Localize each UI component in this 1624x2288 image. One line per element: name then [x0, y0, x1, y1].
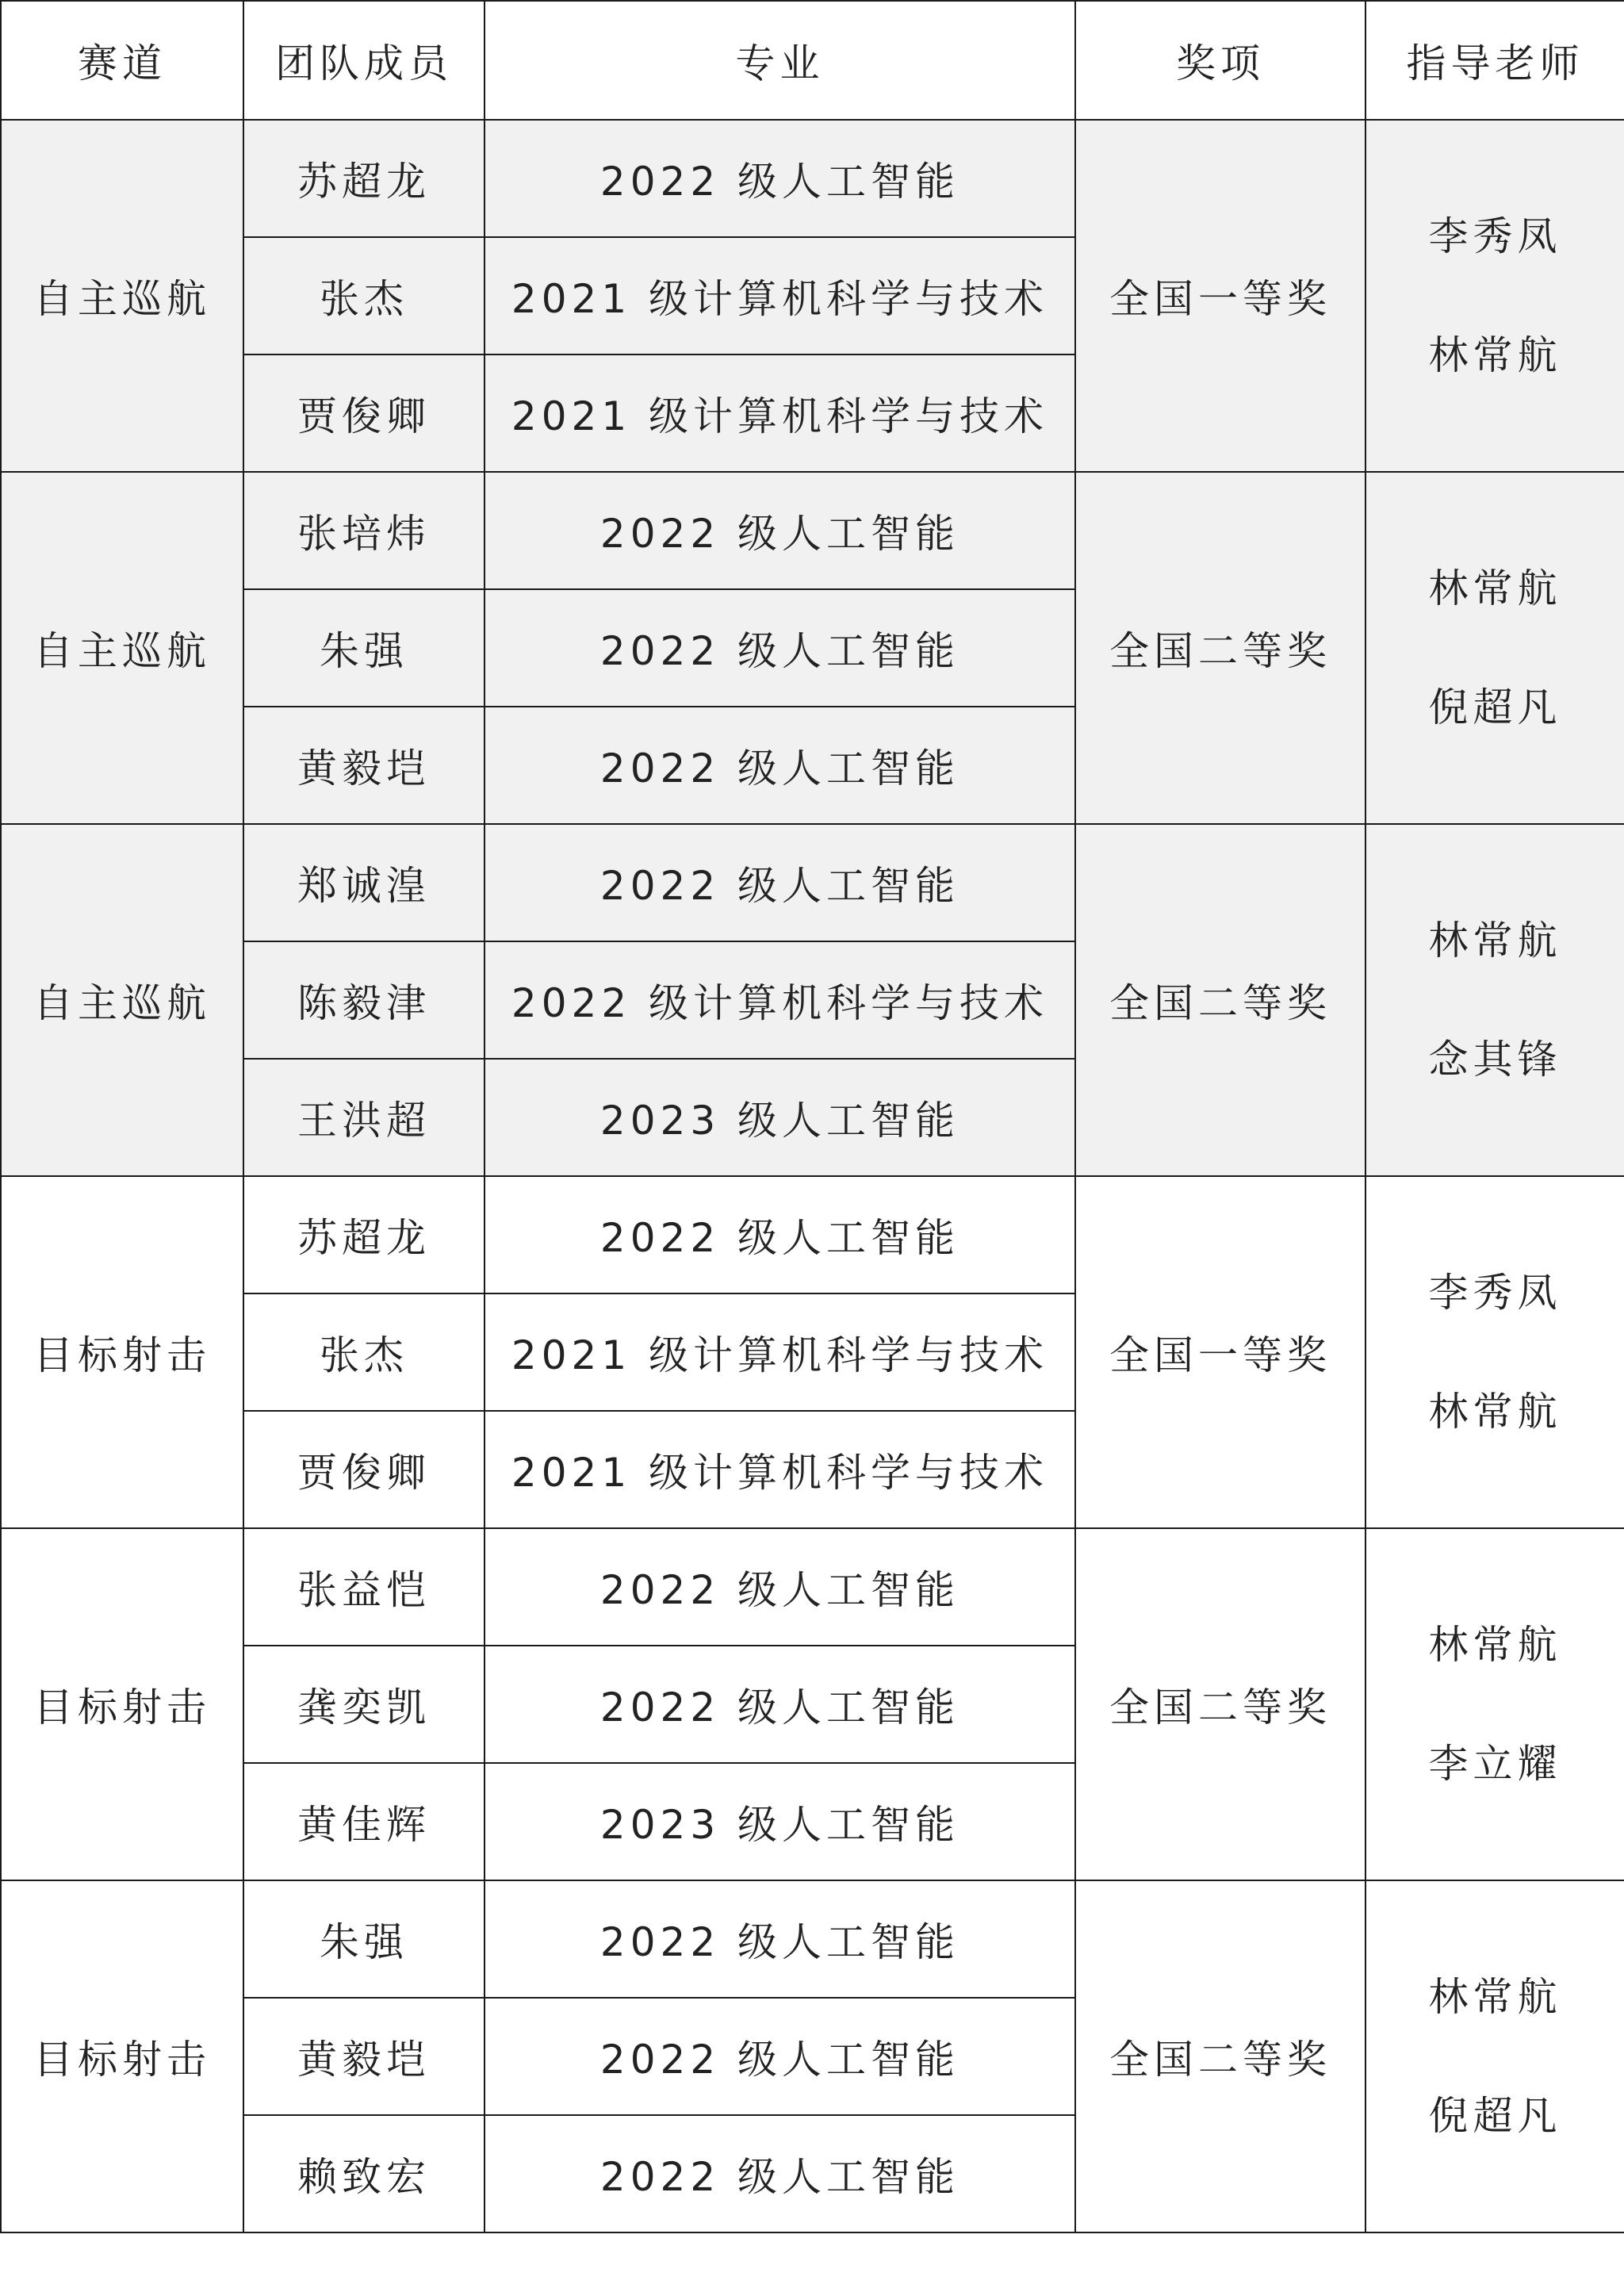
table-row: [1, 1176, 1624, 1293]
track-cell: 自主巡航: [1, 472, 243, 824]
track-cell: 目标射击: [1, 1176, 243, 1528]
member-name: 张杰: [243, 1293, 485, 1411]
header-major: 专业: [485, 1, 1075, 120]
member-major: 2021 级计算机科学与技术: [485, 355, 1075, 472]
award-cell: 全国二等奖: [1075, 824, 1365, 1176]
advisor-name: 李秀凤: [1428, 213, 1562, 259]
member-name: 苏超龙: [243, 1176, 485, 1293]
member-name: 黄佳辉: [243, 1763, 485, 1880]
member-name: 苏超龙: [243, 120, 485, 237]
advisor-name: 林常航: [1428, 565, 1562, 611]
advisor-name: 李立耀: [1428, 1741, 1562, 1787]
advisor-name: 林常航: [1428, 1974, 1562, 2020]
advisor-name: 林常航: [1428, 1622, 1562, 1668]
advisors-cell: [1365, 120, 1624, 472]
member-major: 2022 级人工智能: [485, 1646, 1075, 1763]
header-members: 团队成员: [243, 1, 485, 120]
member-name: 朱强: [243, 1880, 485, 1998]
member-major: 2021 级计算机科学与技术: [485, 1293, 1075, 1411]
award-cell: 全国二等奖: [1075, 472, 1365, 824]
team-group: [1, 1528, 1624, 1880]
advisor-name: 林常航: [1428, 332, 1562, 378]
member-major: 2022 级人工智能: [485, 1880, 1075, 1998]
advisor-name: 念其锋: [1428, 1037, 1562, 1083]
advisors-cell: [1365, 1880, 1624, 2232]
table-row: [1, 1880, 1624, 1998]
advisors-cell: [1365, 472, 1624, 824]
member-major: 2021 级计算机科学与技术: [485, 237, 1075, 355]
member-name: 张益恺: [243, 1528, 485, 1646]
member-major: 2022 级人工智能: [485, 472, 1075, 589]
member-major: 2023 级人工智能: [485, 1763, 1075, 1880]
member-major: 2022 级计算机科学与技术: [485, 941, 1075, 1059]
member-major: 2022 级人工智能: [485, 1176, 1075, 1293]
member-name: 张培炜: [243, 472, 485, 589]
advisors-cell: [1365, 1176, 1624, 1528]
member-name: 朱强: [243, 589, 485, 707]
member-major: 2022 级人工智能: [485, 589, 1075, 707]
member-name: 张杰: [243, 237, 485, 355]
advisors-cell: [1365, 1528, 1624, 1880]
member-major: 2022 级人工智能: [485, 824, 1075, 941]
member-name: 龚奕凯: [243, 1646, 485, 1763]
member-major: 2022 级人工智能: [485, 1998, 1075, 2115]
team-group: [1, 824, 1624, 1176]
advisor-name: 林常航: [1428, 1389, 1562, 1435]
member-major: 2021 级计算机科学与技术: [485, 1411, 1075, 1528]
member-name: 王洪超: [243, 1059, 485, 1176]
member-name: 贾俊卿: [243, 355, 485, 472]
table-row: [1, 824, 1624, 941]
track-cell: 自主巡航: [1, 824, 243, 1176]
advisor-name: 林常航: [1428, 918, 1562, 964]
member-major: 2023 级人工智能: [485, 1059, 1075, 1176]
award-cell: 全国二等奖: [1075, 1880, 1365, 2232]
table-row: [1, 120, 1624, 237]
member-major: 2022 级人工智能: [485, 120, 1075, 237]
award-cell: 全国二等奖: [1075, 1528, 1365, 1880]
advisors-cell: [1365, 824, 1624, 1176]
track-cell: 目标射击: [1, 1528, 243, 1880]
advisor-name: 李秀凤: [1428, 1270, 1562, 1316]
team-group: [1, 1176, 1624, 1528]
member-major: 2022 级人工智能: [485, 707, 1075, 824]
member-major: 2022 级人工智能: [485, 1528, 1075, 1646]
table-row: [1, 472, 1624, 589]
table-row: [1, 1528, 1624, 1646]
member-name: 赖致宏: [243, 2115, 485, 2232]
member-name: 黄毅垲: [243, 707, 485, 824]
member-name: 黄毅垲: [243, 1998, 485, 2115]
track-cell: 目标射击: [1, 1880, 243, 2232]
member-name: 郑诚湟: [243, 824, 485, 941]
member-major: 2022 级人工智能: [485, 2115, 1075, 2232]
advisor-name: 倪超凡: [1428, 2093, 1562, 2139]
header-row: [1, 1, 1624, 120]
member-name: 陈毅津: [243, 941, 485, 1059]
header-advisors: 指导老师: [1365, 1, 1624, 120]
team-group: [1, 1880, 1624, 2232]
advisor-name: 倪超凡: [1428, 684, 1562, 730]
award-cell: 全国一等奖: [1075, 1176, 1365, 1528]
award-cell: 全国一等奖: [1075, 120, 1365, 472]
team-group: [1, 120, 1624, 472]
header-track: 赛道: [1, 1, 243, 120]
header-award: 奖项: [1075, 1, 1365, 120]
track-cell: 自主巡航: [1, 120, 243, 472]
team-group: [1, 472, 1624, 824]
member-name: 贾俊卿: [243, 1411, 485, 1528]
